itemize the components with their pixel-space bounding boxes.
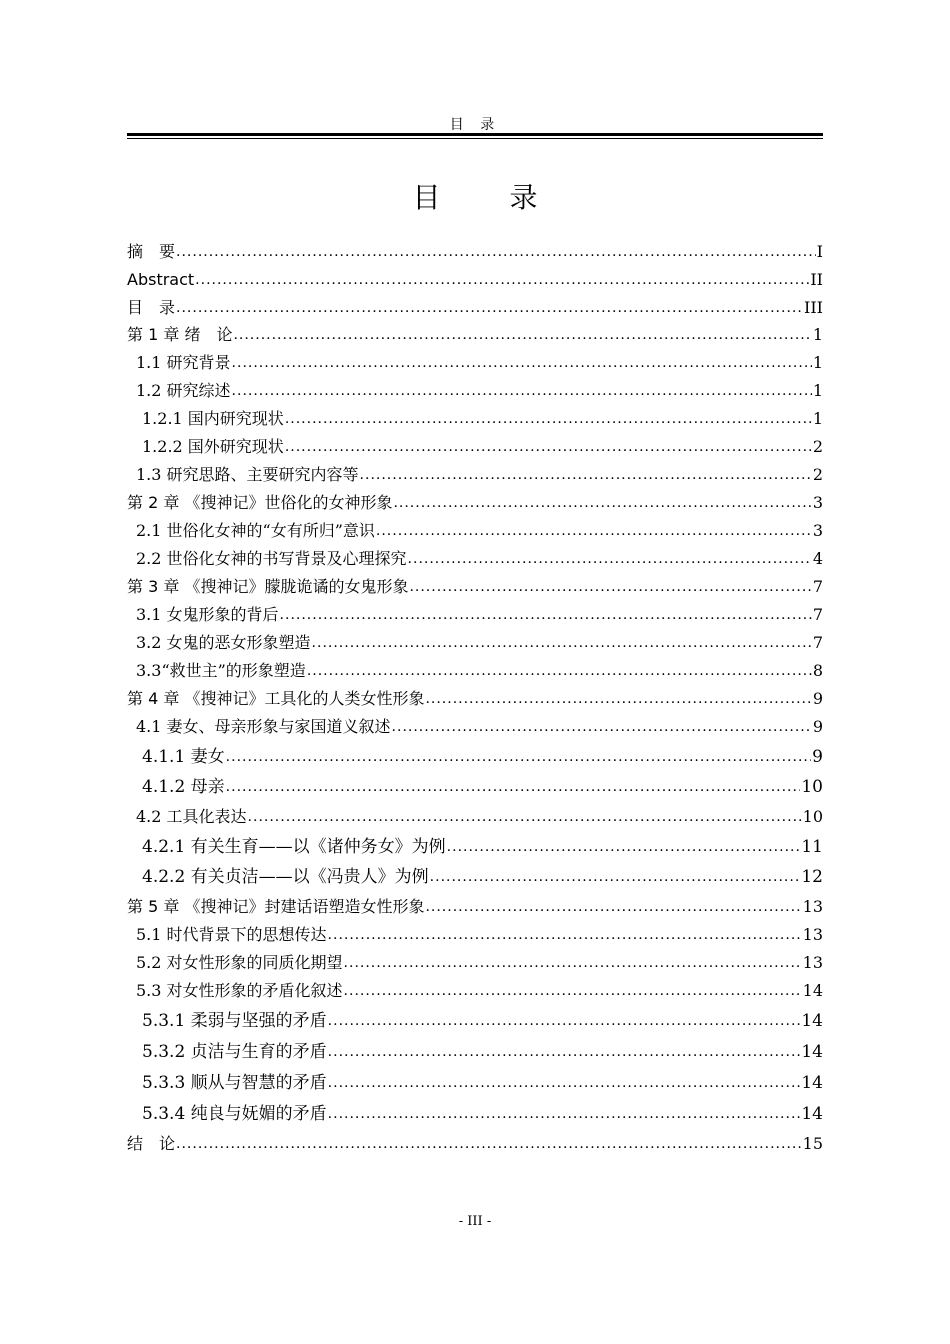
toc-entry-page: 14	[801, 1011, 823, 1031]
toc-entry-section[interactable]	[127, 1009, 823, 1031]
toc-entry-chapter[interactable]	[127, 1132, 823, 1154]
toc-entry-section[interactable]	[127, 547, 823, 569]
toc-entry-chapter[interactable]	[127, 687, 823, 709]
toc-entry-label: 4.2.1 有关生育——以《诸仲务女》为例	[142, 837, 446, 857]
toc-dot-leader	[280, 605, 812, 625]
toc-entry-page: III	[804, 298, 823, 317]
toc-entry-section[interactable]	[127, 979, 823, 1001]
toc-entry-page: 13	[802, 897, 823, 916]
toc-entry-page: 4	[812, 549, 823, 568]
toc-entry-section[interactable]	[127, 631, 823, 653]
toc-entry-label: 5.2 对女性形象的同质化期望	[136, 953, 343, 972]
toc-entry-section[interactable]	[127, 435, 823, 457]
toc-entry-label: 1.2.1 国内研究现状	[142, 409, 284, 428]
toc-entry-label: 4.1 妻女、母亲形象与家国道义叙述	[136, 717, 391, 736]
toc-entry-section[interactable]	[127, 603, 823, 625]
toc-entry-page: 13	[802, 953, 823, 972]
toc-entry-section[interactable]	[127, 835, 823, 857]
toc-dot-leader	[447, 837, 801, 857]
toc-entry-page: 7	[812, 605, 823, 624]
toc-dot-leader	[232, 353, 812, 373]
toc-dot-leader	[392, 717, 812, 737]
toc-dot-leader	[176, 298, 803, 318]
toc-dot-leader	[328, 925, 802, 945]
toc-entry-label: 5.3.2 贞洁与生育的矛盾	[142, 1042, 327, 1062]
toc-entry-page: 8	[812, 661, 823, 680]
toc-entry-label: 第 1 章 绪 论	[127, 325, 233, 344]
toc-entry-label: 1.2 研究综述	[136, 381, 231, 400]
toc-entry-label: 第 4 章 《搜神记》工具化的人类女性形象	[127, 689, 425, 708]
toc-entry-label: 5.3.4 纯良与妩媚的矛盾	[142, 1104, 327, 1124]
toc-entry-label: 5.3.3 顺从与智慧的矛盾	[142, 1073, 327, 1093]
toc-entry-page: 1	[812, 325, 823, 344]
toc-dot-leader	[376, 521, 812, 541]
toc-entry-label: 4.2 工具化表达	[136, 807, 247, 826]
toc-entry-section[interactable]	[127, 407, 823, 429]
toc-entry-page: 13	[802, 925, 823, 944]
toc-entry-label: 2.1 世俗化女神的“女有所归”意识	[136, 521, 375, 540]
toc-entry-section[interactable]	[127, 775, 823, 797]
toc-entry-label: 2.2 世俗化女神的书写背景及心理探究	[136, 549, 407, 568]
toc-dot-leader	[285, 437, 812, 457]
toc-entry-page: 9	[812, 689, 823, 708]
header-rule-thin	[127, 138, 823, 139]
toc-dot-leader	[409, 577, 811, 597]
toc-dot-leader	[328, 1104, 801, 1124]
toc-dot-leader	[425, 897, 801, 917]
toc-dot-leader	[195, 270, 809, 290]
toc-entry-label: 3.2 女鬼的恶女形象塑造	[136, 633, 311, 652]
toc-dot-leader	[176, 242, 816, 262]
toc-dot-leader	[430, 867, 801, 887]
toc-entry-page: 14	[801, 1073, 823, 1093]
toc-entry-page: 2	[812, 465, 823, 484]
toc-entry-page: 11	[801, 837, 823, 857]
toc-entry-chapter[interactable]	[127, 240, 823, 262]
toc-entry-label: 1.2.2 国外研究现状	[142, 437, 284, 456]
toc-entry-page: II	[810, 270, 823, 289]
toc-entry-page: 3	[812, 521, 823, 540]
toc-dot-leader	[328, 1042, 801, 1062]
toc-entry-section[interactable]	[127, 745, 823, 767]
toc-entry-section[interactable]	[127, 659, 823, 681]
toc-entry-page: 9	[812, 747, 823, 767]
toc-entry-page: 2	[812, 437, 823, 456]
page-number: - III -	[458, 1214, 492, 1229]
toc-entry-page: 9	[812, 717, 823, 736]
toc-dot-leader	[232, 381, 812, 401]
toc-entry-page: 7	[812, 633, 823, 652]
toc-entry-label: 第 2 章 《搜神记》世俗化的女神形象	[127, 493, 393, 512]
toc-dot-leader	[226, 777, 801, 797]
toc-dot-leader	[248, 807, 802, 827]
toc-entry-page: 7	[812, 577, 823, 596]
toc-entry-section[interactable]	[127, 1040, 823, 1062]
toc-dot-leader	[312, 633, 812, 653]
toc-dot-leader	[307, 661, 812, 681]
toc-dot-leader	[425, 689, 811, 709]
toc-entry-label: 5.1 时代背景下的思想传达	[136, 925, 327, 944]
toc-entry-page: 3	[812, 493, 823, 512]
toc-entry-label: 结 论	[127, 1134, 176, 1153]
toc-entry-chapter[interactable]	[127, 323, 823, 345]
toc-dot-leader	[285, 409, 812, 429]
toc-entry-section[interactable]	[127, 379, 823, 401]
running-header: 目 录	[449, 117, 501, 133]
toc-entry-section[interactable]	[127, 351, 823, 373]
toc-entry-page: 1	[812, 353, 823, 372]
toc-dot-leader	[408, 549, 812, 569]
toc-entry-page: 1	[812, 381, 823, 400]
toc-entry-chapter[interactable]	[127, 895, 823, 917]
toc-entry-label: 目 录	[127, 298, 176, 317]
toc-entry-label: 1.3 研究思路、主要研究内容等	[136, 465, 359, 484]
toc-entry-label: 摘 要	[127, 242, 176, 261]
toc-entry-section[interactable]	[127, 715, 823, 737]
page-title: 目 录	[412, 181, 568, 214]
toc-entry-label: 4.2.2 有关贞洁——以《冯贵人》为例	[142, 867, 429, 887]
toc-entry-label: 第 5 章 《搜神记》封建话语塑造女性形象	[127, 897, 425, 916]
toc-entry-label: 4.1.1 妻女	[142, 747, 225, 767]
toc-entry-page: 14	[801, 1042, 823, 1062]
header-rule-thick	[127, 133, 823, 136]
toc-entry-section[interactable]	[127, 519, 823, 541]
toc-entry-section[interactable]	[127, 1102, 823, 1124]
toc-entry-label: 5.3 对女性形象的矛盾化叙述	[136, 981, 343, 1000]
toc-entry-page: 1	[812, 409, 823, 428]
toc-entry-page: 15	[802, 1134, 823, 1153]
toc-entry-page: 10	[802, 807, 823, 826]
toc-entry-page: 14	[801, 1104, 823, 1124]
toc-entry-label: 3.1 女鬼形象的背后	[136, 605, 279, 624]
toc-entry-page: 12	[801, 867, 823, 887]
toc-entry-label: 第 3 章 《搜神记》朦胧诡谲的女鬼形象	[127, 577, 409, 596]
toc-dot-leader	[344, 953, 802, 973]
toc-entry-label: Abstract	[127, 270, 195, 289]
toc-entry-chapter[interactable]	[127, 268, 823, 290]
toc-entry-section[interactable]	[127, 951, 823, 973]
toc-entry-section[interactable]	[127, 805, 823, 827]
toc-dot-leader	[360, 465, 812, 485]
toc-entry-section[interactable]	[127, 1071, 823, 1093]
toc-dot-leader	[328, 1073, 801, 1093]
toc-entry-page: 14	[802, 981, 823, 1000]
toc-dot-leader	[233, 325, 811, 345]
toc-entry-chapter[interactable]	[127, 296, 823, 318]
toc-dot-leader	[328, 1011, 801, 1031]
toc-entry-chapter[interactable]	[127, 575, 823, 597]
toc-entry-label: 5.3.1 柔弱与坚强的矛盾	[142, 1011, 327, 1031]
toc-dot-leader	[344, 981, 802, 1001]
toc-entry-label: 1.1 研究背景	[136, 353, 231, 372]
toc-entry-page: 10	[801, 777, 823, 797]
toc-dot-leader	[226, 747, 812, 767]
toc-entry-label: 4.1.2 母亲	[142, 777, 225, 797]
toc-entry-section[interactable]	[127, 463, 823, 485]
toc-entry-page: I	[816, 242, 823, 261]
toc-entry-label: 3.3“救世主”的形象塑造	[136, 661, 306, 680]
toc-dot-leader	[176, 1134, 802, 1154]
toc-entry-section[interactable]	[127, 865, 823, 887]
toc-entry-chapter[interactable]	[127, 491, 823, 513]
toc-entry-section[interactable]	[127, 923, 823, 945]
toc-dot-leader	[393, 493, 811, 513]
